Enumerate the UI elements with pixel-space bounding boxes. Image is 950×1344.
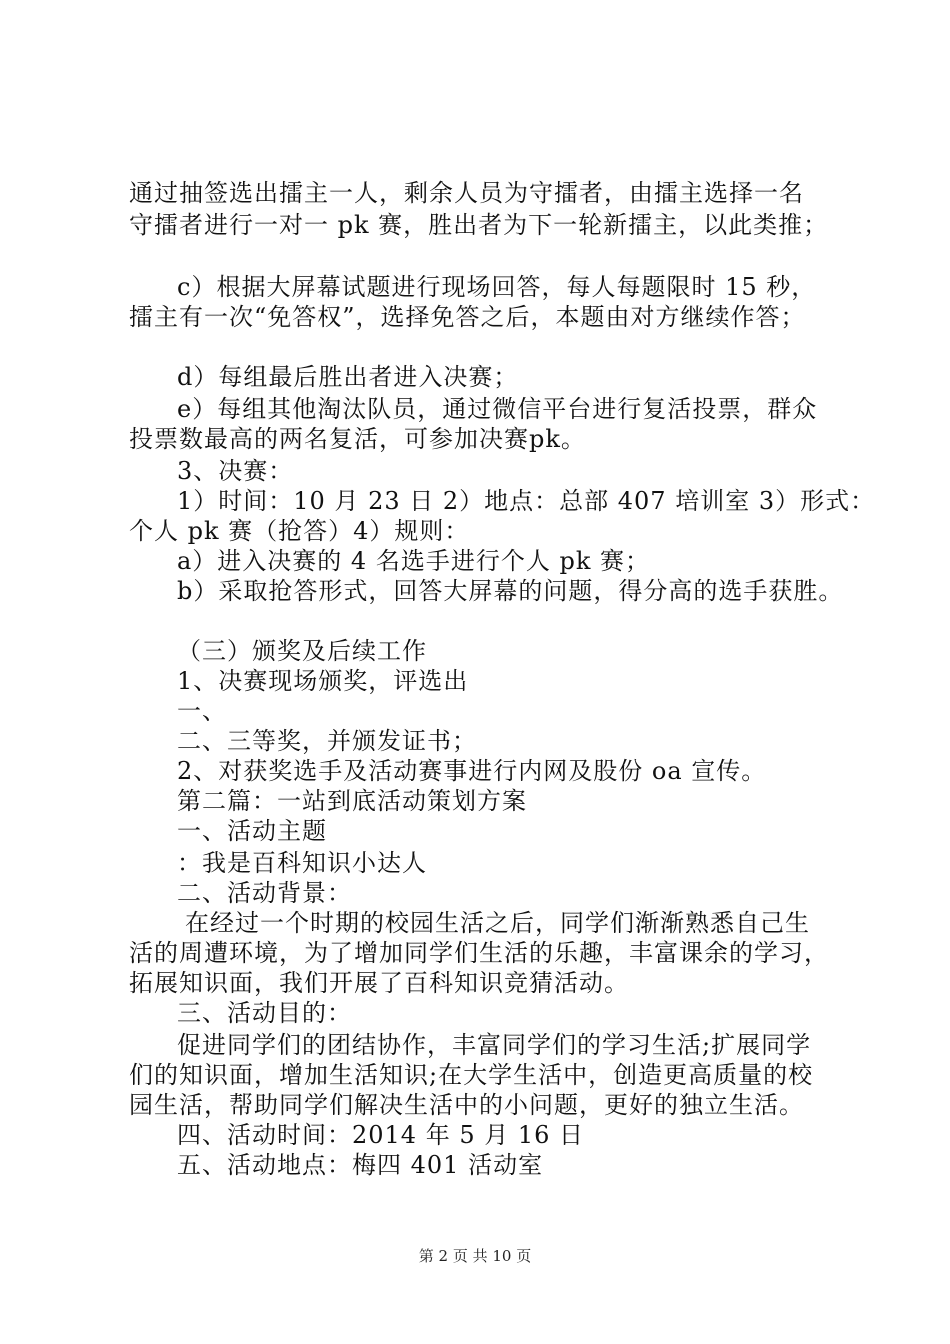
- section-heading: （三）颁奖及后续工作: [177, 637, 427, 665]
- text-line: 守擂者进行一对一 pk 赛，胜出者为下一轮新擂主，以此类推；: [129, 211, 829, 239]
- section-heading: 三、活动目的：: [177, 999, 352, 1027]
- text-line: 园生活，帮助同学们解决生活中的小问题，更好的独立生活。: [129, 1091, 804, 1119]
- text-line: 们的知识面，增加生活知识;在大学生活中，创造更高质量的校: [129, 1061, 814, 1089]
- text-line: 1）时间：10 月 23 日 2）地点：总部 407 培训室 3）形式：: [177, 487, 876, 515]
- text-line: 擂主有一次“免答权”，选择免答之后，本题由对方继续作答；: [129, 303, 806, 331]
- page-number: 第 2 页 共 10 页: [418, 1247, 532, 1265]
- text-line: d）每组最后胜出者进入决赛；: [177, 363, 519, 391]
- text-line: 活的周遭环境，为了增加同学们生活的乐趣，丰富课余的学习，: [129, 939, 829, 967]
- text-line: 一、: [177, 697, 227, 725]
- text-line: 五、活动地点：梅四 401 活动室: [177, 1151, 544, 1179]
- text-line: 四、活动时间：2014 年 5 月 16 日: [177, 1121, 585, 1149]
- text-line: 拓展知识面，我们开展了百科知识竞猜活动。: [129, 969, 629, 997]
- text-line: 2、对获奖选手及活动赛事进行内网及股份 oa 宣传。: [177, 757, 767, 785]
- text-line: ：我是百科知识小达人: [177, 849, 427, 877]
- text-line: 个人 pk 赛（抢答）4）规则：: [129, 517, 470, 545]
- text-line: a）进入决赛的 4 名选手进行个人 pk 赛；: [177, 547, 650, 575]
- section-heading: 一、活动主题: [177, 817, 327, 845]
- text-line: 投票数最高的两名复活，可参加决赛pk。: [129, 425, 586, 453]
- text-line: 3、决赛：: [177, 457, 294, 485]
- chapter-heading: 第二篇：一站到底活动策划方案: [177, 787, 527, 815]
- text-line: 二、三等奖，并颁发证书；: [177, 727, 477, 755]
- text-line: 1、决赛现场颁奖，评选出: [177, 667, 469, 695]
- text-line: 在经过一个时期的校园生活之后，同学们渐渐熟悉自己生: [185, 909, 810, 937]
- section-heading: 二、活动背景：: [177, 879, 352, 907]
- text-line: e）每组其他淘汰队员，通过微信平台进行复活投票，群众: [177, 395, 818, 423]
- text-line: 通过抽签选出擂主一人，剩余人员为守擂者，由擂主选择一名: [129, 179, 804, 207]
- text-line: 促进同学们的团结协作，丰富同学们的学习生活;扩展同学: [177, 1031, 812, 1059]
- text-line: c）根据大屏幕试题进行现场回答，每人每题限时 15 秒，: [177, 273, 817, 301]
- text-line: b）采取抢答形式，回答大屏幕的问题，得分高的选手获胜。: [177, 577, 844, 605]
